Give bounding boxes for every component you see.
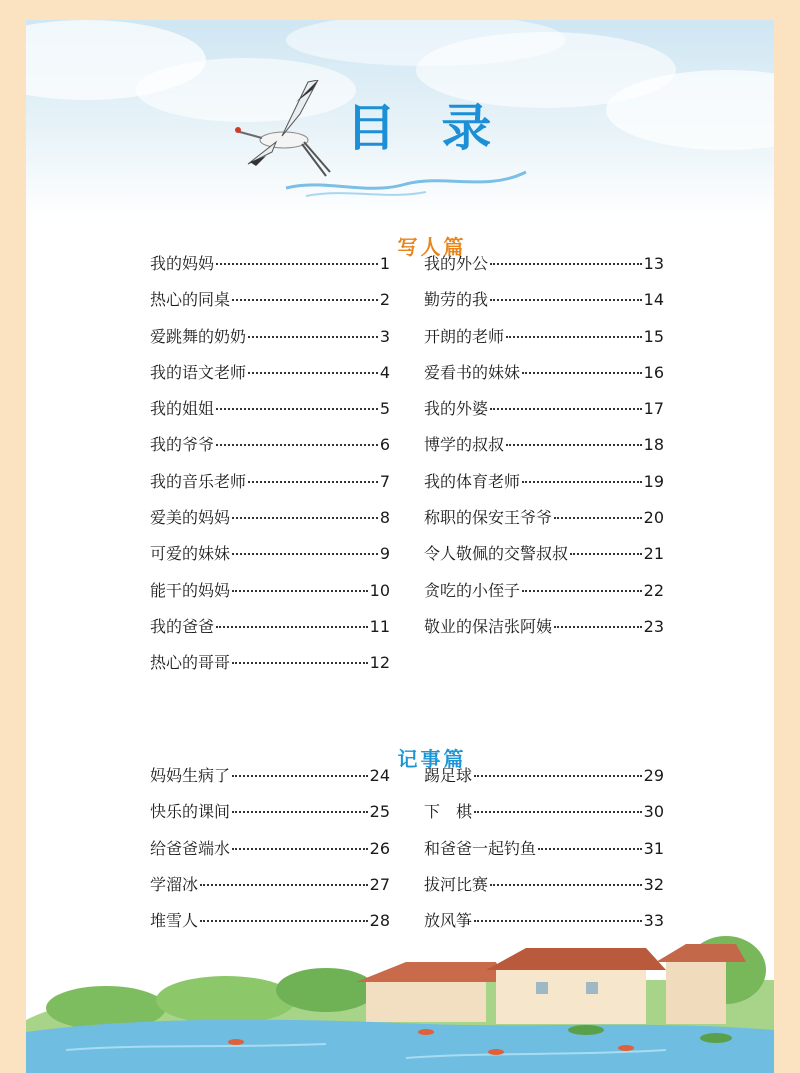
toc-entry-title: 放风筝	[424, 911, 473, 931]
toc-entry-page: 2	[379, 290, 390, 310]
dot-leader	[490, 407, 642, 410]
dot-leader	[248, 371, 378, 374]
toc-entry[interactable]	[150, 653, 390, 689]
toc-entry-page: 29	[643, 766, 664, 785]
dot-leader	[216, 625, 368, 628]
toc-entry-page: 28	[369, 911, 390, 931]
toc-entry-title: 我的爸爸	[150, 616, 215, 636]
dot-leader	[216, 443, 378, 446]
toc-entry[interactable]	[150, 875, 390, 911]
toc-entry-title: 踢足球	[424, 766, 473, 785]
dot-leader	[232, 589, 368, 592]
toc-entry-title: 令人敬佩的交警叔叔	[424, 544, 569, 564]
toc-entry[interactable]	[424, 472, 664, 508]
toc-entry-page: 10	[369, 580, 390, 600]
toc-entry-page: 18	[643, 435, 664, 455]
toc-entry-page: 16	[643, 362, 664, 382]
dot-leader	[490, 298, 642, 301]
toc-entry-title: 学溜冰	[150, 874, 199, 894]
dot-leader	[232, 298, 378, 301]
toc-entry-page: 3	[379, 326, 390, 346]
dot-leader	[522, 480, 642, 483]
toc-entry[interactable]	[150, 802, 390, 838]
toc-entry[interactable]	[424, 839, 664, 875]
dot-leader	[506, 443, 642, 446]
toc-entry-page: 31	[643, 838, 664, 858]
toc-entry-title: 拔河比赛	[424, 874, 489, 894]
dot-leader	[522, 589, 642, 592]
dot-leader	[538, 847, 642, 850]
toc-entry-title: 我的外公	[424, 254, 489, 273]
toc-entry[interactable]	[150, 327, 390, 363]
toc-entry-title: 开朗的老师	[424, 326, 505, 346]
dot-leader	[490, 883, 642, 886]
dot-leader	[490, 262, 642, 265]
toc-column-people-right	[424, 254, 664, 653]
toc-entry[interactable]	[424, 399, 664, 435]
dot-leader	[232, 774, 368, 777]
toc-entry[interactable]	[150, 508, 390, 544]
toc-entry[interactable]	[424, 254, 664, 290]
dot-leader	[474, 810, 642, 813]
toc-entry-page: 17	[643, 399, 664, 419]
dot-leader	[232, 810, 368, 813]
dot-leader	[248, 480, 378, 483]
toc-entry[interactable]	[424, 581, 664, 617]
toc-entry[interactable]	[150, 363, 390, 399]
toc-entry-page: 8	[379, 508, 390, 528]
toc-entry[interactable]	[424, 327, 664, 363]
toc-entry-title: 敬业的保洁张阿姨	[424, 616, 553, 636]
toc-entry-page: 15	[643, 326, 664, 346]
toc-entry-page: 26	[369, 838, 390, 858]
toc-entry-title: 热心的哥哥	[150, 653, 231, 673]
toc-entry-page: 6	[379, 435, 390, 455]
toc-entry-title: 爱跳舞的奶奶	[150, 326, 247, 346]
toc-page	[26, 20, 774, 1073]
toc-entry-page: 30	[643, 802, 664, 822]
toc-entry-title: 博学的叔叔	[424, 435, 505, 455]
toc-entry-title: 能干的妈妈	[150, 580, 231, 600]
toc-entry-title: 爱美的妈妈	[150, 508, 231, 528]
toc-entry[interactable]	[424, 544, 664, 580]
toc-entry[interactable]	[424, 802, 664, 838]
dot-leader	[248, 335, 378, 338]
toc-entry-title: 我的音乐老师	[150, 471, 247, 491]
toc-entry-title: 我的妈妈	[150, 254, 215, 273]
toc-entry[interactable]	[150, 254, 390, 290]
dot-leader	[474, 774, 642, 777]
page-title: 目 录	[346, 98, 506, 157]
toc-entry-title: 我的爷爷	[150, 435, 215, 455]
toc-entry-page: 21	[643, 544, 664, 564]
toc-entry-page: 22	[643, 580, 664, 600]
toc-entry-page: 20	[643, 508, 664, 528]
toc-entry-page: 1	[379, 254, 390, 273]
toc-entry-page: 12	[369, 653, 390, 673]
toc-entry[interactable]	[424, 508, 664, 544]
toc-entry-page: 33	[643, 911, 664, 931]
toc-entry-title: 妈妈生病了	[150, 766, 231, 785]
dot-leader	[522, 371, 642, 374]
toc-entry-page: 32	[643, 874, 664, 894]
toc-entry-title: 热心的同桌	[150, 290, 231, 310]
village-pond-illustration	[26, 920, 774, 1073]
toc-entry[interactable]	[150, 472, 390, 508]
toc-entry[interactable]	[150, 399, 390, 435]
dot-leader	[506, 335, 642, 338]
toc-entry[interactable]	[150, 617, 390, 653]
toc-entry-page: 13	[643, 254, 664, 273]
toc-entry-title: 下 棋	[424, 802, 473, 822]
toc-entry[interactable]	[150, 581, 390, 617]
toc-entry-page: 19	[643, 471, 664, 491]
dot-leader	[232, 516, 378, 519]
toc-entry-title: 称职的保安王爷爷	[424, 508, 553, 528]
toc-entry[interactable]	[150, 290, 390, 326]
dot-leader	[232, 847, 368, 850]
dot-leader	[216, 407, 378, 410]
toc-entry-title: 我的姐姐	[150, 399, 215, 419]
toc-entry-page: 4	[379, 362, 390, 382]
dot-leader	[570, 552, 642, 555]
dot-leader	[232, 661, 368, 664]
toc-entry[interactable]	[150, 435, 390, 471]
toc-entry-title: 贪吃的小侄子	[424, 580, 521, 600]
toc-entry[interactable]	[424, 617, 664, 653]
toc-entry[interactable]	[424, 435, 664, 471]
toc-entry-title: 可爱的妹妹	[150, 544, 231, 564]
toc-entry-title: 我的语文老师	[150, 362, 247, 382]
dot-leader	[200, 883, 368, 886]
dot-leader	[554, 516, 642, 519]
section-heading-people: 写人篇	[397, 235, 467, 259]
toc-entry[interactable]	[150, 544, 390, 580]
toc-entry-title: 我的外婆	[424, 399, 489, 419]
toc-entry-title: 给爸爸端水	[150, 838, 231, 858]
toc-entry-title: 堆雪人	[150, 911, 199, 931]
toc-entry-page: 27	[369, 874, 390, 894]
toc-entry-page: 23	[643, 616, 664, 636]
toc-entry[interactable]	[424, 363, 664, 399]
toc-column-people-left	[150, 254, 390, 690]
toc-entry[interactable]	[424, 290, 664, 326]
section-heading-events: 记事篇	[397, 747, 467, 771]
toc-entry-title: 和爸爸一起钓鱼	[424, 838, 537, 858]
dot-leader	[232, 552, 378, 555]
toc-entry-page: 25	[369, 802, 390, 822]
toc-entry-page: 14	[643, 290, 664, 310]
toc-entry[interactable]	[150, 766, 390, 802]
toc-entry-title: 快乐的课间	[150, 802, 231, 822]
toc-entry[interactable]	[150, 839, 390, 875]
dot-leader	[554, 625, 642, 628]
toc-entry-page: 5	[379, 399, 390, 419]
toc-entry-page: 9	[379, 544, 390, 564]
toc-entry-title: 勤劳的我	[424, 290, 489, 310]
toc-entry-page: 11	[369, 616, 390, 636]
toc-entry-page: 24	[369, 766, 390, 785]
toc-entry-title: 我的体育老师	[424, 471, 521, 491]
dot-leader	[216, 262, 378, 265]
toc-entry[interactable]	[424, 766, 664, 802]
toc-entry[interactable]	[424, 875, 664, 911]
toc-entry-title: 爱看书的妹妹	[424, 362, 521, 382]
toc-entry-page: 7	[379, 471, 390, 491]
